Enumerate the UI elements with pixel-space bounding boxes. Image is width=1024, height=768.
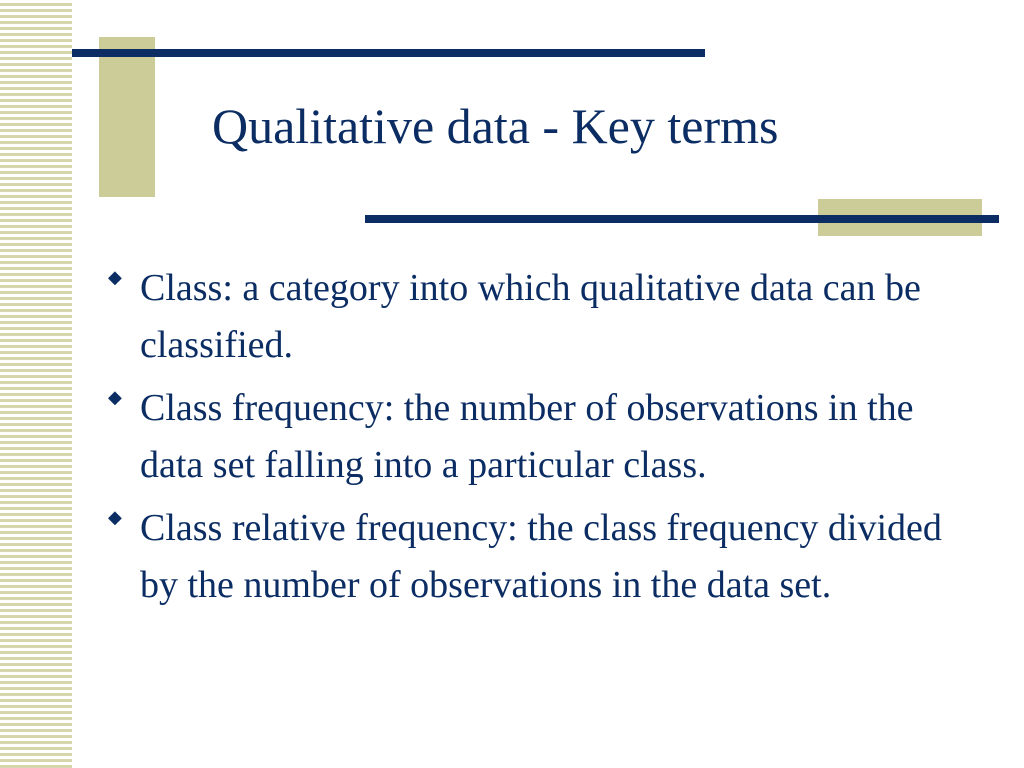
- bullet-item: [100, 500, 980, 614]
- bullet-list: [100, 260, 980, 620]
- tan-accent-block-top: [99, 37, 155, 197]
- bullet-text: Class frequency: the number of observations in the data set falling into a particular class.: [140, 387, 914, 486]
- navy-rule-top: [72, 49, 705, 57]
- bullet-text: Class relative frequency: the class frequency divided by the number of observations in the data set.: [140, 507, 942, 606]
- bullet-item: [100, 380, 980, 494]
- diamond-bullet-icon: ◆: [108, 507, 122, 528]
- navy-rule-bottom: [365, 215, 999, 223]
- bullet-item: [100, 260, 980, 374]
- striped-side-band: [0, 0, 72, 768]
- slide-title: Qualitative data - Key terms: [212, 98, 779, 154]
- diamond-bullet-icon: ◆: [108, 267, 122, 288]
- diamond-bullet-icon: ◆: [108, 387, 122, 408]
- bullet-text: Class: a category into which qualitative data can be classified.: [140, 267, 921, 366]
